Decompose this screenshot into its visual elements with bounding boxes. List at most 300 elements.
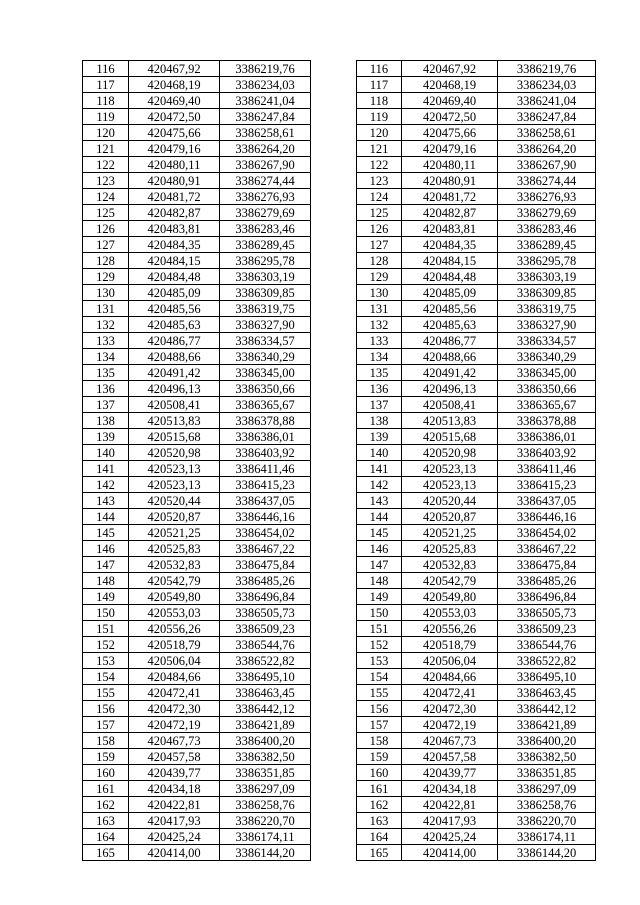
spacer-cell — [311, 829, 357, 845]
table-row — [83, 525, 596, 541]
right-x-coordinate-cell: 420506,04 — [402, 653, 498, 669]
left-point-number-cell: 139 — [83, 429, 129, 445]
table-row — [83, 429, 596, 445]
left-x-coordinate-cell: 420434,18 — [129, 781, 220, 797]
spacer-cell — [311, 797, 357, 813]
right-x-coordinate-cell: 420485,09 — [402, 285, 498, 301]
spacer-cell — [311, 813, 357, 829]
left-y-coordinate-cell: 3386403,92 — [220, 445, 311, 461]
left-y-coordinate-cell: 3386437,05 — [220, 493, 311, 509]
left-x-coordinate-cell: 420468,19 — [129, 77, 220, 93]
left-x-coordinate-cell: 420481,72 — [129, 189, 220, 205]
left-point-number-cell: 148 — [83, 573, 129, 589]
table-row — [83, 285, 596, 301]
right-y-coordinate-cell: 3386247,84 — [498, 109, 596, 125]
left-x-coordinate-cell: 420472,30 — [129, 701, 220, 717]
right-x-coordinate-cell: 420549,80 — [402, 589, 498, 605]
right-point-number-cell: 155 — [357, 685, 402, 701]
spacer-cell — [311, 573, 357, 589]
left-x-coordinate-cell: 420542,79 — [129, 573, 220, 589]
right-y-coordinate-cell: 3386495,10 — [498, 669, 596, 685]
spacer-cell — [311, 589, 357, 605]
spacer-cell — [311, 717, 357, 733]
left-point-number-cell: 150 — [83, 605, 129, 621]
spacer-cell — [311, 701, 357, 717]
table-row — [83, 637, 596, 653]
right-point-number-cell: 164 — [357, 829, 402, 845]
left-y-coordinate-cell: 3386219,76 — [220, 61, 311, 77]
left-y-coordinate-cell: 3386234,03 — [220, 77, 311, 93]
right-y-coordinate-cell: 3386234,03 — [498, 77, 596, 93]
right-x-coordinate-cell: 420523,13 — [402, 477, 498, 493]
spacer-cell — [311, 429, 357, 445]
spacer-cell — [311, 317, 357, 333]
right-y-coordinate-cell: 3386463,45 — [498, 685, 596, 701]
right-point-number-cell: 127 — [357, 237, 402, 253]
right-point-number-cell: 140 — [357, 445, 402, 461]
spacer-cell — [311, 349, 357, 365]
left-point-number-cell: 131 — [83, 301, 129, 317]
left-x-coordinate-cell: 420425,24 — [129, 829, 220, 845]
right-x-coordinate-cell: 420556,26 — [402, 621, 498, 637]
right-point-number-cell: 121 — [357, 141, 402, 157]
spacer-cell — [311, 381, 357, 397]
right-x-coordinate-cell: 420482,87 — [402, 205, 498, 221]
left-y-coordinate-cell: 3386289,45 — [220, 237, 311, 253]
left-point-number-cell: 163 — [83, 813, 129, 829]
left-y-coordinate-cell: 3386303,19 — [220, 269, 311, 285]
table-row — [83, 205, 596, 221]
left-y-coordinate-cell: 3386309,85 — [220, 285, 311, 301]
right-x-coordinate-cell: 420439,77 — [402, 765, 498, 781]
right-y-coordinate-cell: 3386496,84 — [498, 589, 596, 605]
left-point-number-cell: 136 — [83, 381, 129, 397]
left-x-coordinate-cell: 420467,92 — [129, 61, 220, 77]
left-x-coordinate-cell: 420488,66 — [129, 349, 220, 365]
left-x-coordinate-cell: 420482,87 — [129, 205, 220, 221]
right-y-coordinate-cell: 3386350,66 — [498, 381, 596, 397]
spacer-cell — [311, 109, 357, 125]
table-row — [83, 717, 596, 733]
right-y-coordinate-cell: 3386351,85 — [498, 765, 596, 781]
left-point-number-cell: 124 — [83, 189, 129, 205]
right-y-coordinate-cell: 3386437,05 — [498, 493, 596, 509]
left-x-coordinate-cell: 420457,58 — [129, 749, 220, 765]
left-y-coordinate-cell: 3386421,89 — [220, 717, 311, 733]
right-point-number-cell: 134 — [357, 349, 402, 365]
right-point-number-cell: 118 — [357, 93, 402, 109]
left-point-number-cell: 149 — [83, 589, 129, 605]
left-point-number-cell: 165 — [83, 845, 129, 861]
left-x-coordinate-cell: 420491,42 — [129, 365, 220, 381]
right-point-number-cell: 161 — [357, 781, 402, 797]
right-x-coordinate-cell: 420532,83 — [402, 557, 498, 573]
left-y-coordinate-cell: 3386485,26 — [220, 573, 311, 589]
right-x-coordinate-cell: 420513,83 — [402, 413, 498, 429]
left-point-number-cell: 128 — [83, 253, 129, 269]
left-x-coordinate-cell: 420506,04 — [129, 653, 220, 669]
right-point-number-cell: 142 — [357, 477, 402, 493]
right-x-coordinate-cell: 420520,44 — [402, 493, 498, 509]
left-y-coordinate-cell: 3386267,90 — [220, 157, 311, 173]
left-y-coordinate-cell: 3386505,73 — [220, 605, 311, 621]
table-row — [83, 77, 596, 93]
left-point-number-cell: 151 — [83, 621, 129, 637]
table-row — [83, 269, 596, 285]
right-y-coordinate-cell: 3386400,20 — [498, 733, 596, 749]
table-row — [83, 365, 596, 381]
left-y-coordinate-cell: 3386334,57 — [220, 333, 311, 349]
right-point-number-cell: 122 — [357, 157, 402, 173]
right-y-coordinate-cell: 3386345,00 — [498, 365, 596, 381]
spacer-cell — [311, 397, 357, 413]
left-point-number-cell: 138 — [83, 413, 129, 429]
left-point-number-cell: 154 — [83, 669, 129, 685]
table-row — [83, 237, 596, 253]
spacer-cell — [311, 141, 357, 157]
right-y-coordinate-cell: 3386279,69 — [498, 205, 596, 221]
table-row — [83, 397, 596, 413]
left-x-coordinate-cell: 420484,66 — [129, 669, 220, 685]
right-y-coordinate-cell: 3386365,67 — [498, 397, 596, 413]
table-row — [83, 445, 596, 461]
left-y-coordinate-cell: 3386400,20 — [220, 733, 311, 749]
right-point-number-cell: 149 — [357, 589, 402, 605]
right-point-number-cell: 137 — [357, 397, 402, 413]
left-y-coordinate-cell: 3386258,76 — [220, 797, 311, 813]
right-y-coordinate-cell: 3386241,04 — [498, 93, 596, 109]
right-y-coordinate-cell: 3386303,19 — [498, 269, 596, 285]
spacer-cell — [311, 205, 357, 221]
table-row — [83, 413, 596, 429]
spacer-cell — [311, 365, 357, 381]
spacer-cell — [311, 685, 357, 701]
table-row — [83, 829, 596, 845]
spacer-cell — [311, 61, 357, 77]
left-x-coordinate-cell: 420525,83 — [129, 541, 220, 557]
left-point-number-cell: 157 — [83, 717, 129, 733]
spacer-cell — [311, 285, 357, 301]
table-row — [83, 749, 596, 765]
right-y-coordinate-cell: 3386505,73 — [498, 605, 596, 621]
right-point-number-cell: 157 — [357, 717, 402, 733]
right-y-coordinate-cell: 3386522,82 — [498, 653, 596, 669]
left-x-coordinate-cell: 420486,77 — [129, 333, 220, 349]
right-point-number-cell: 154 — [357, 669, 402, 685]
table-row — [83, 109, 596, 125]
table-row — [83, 221, 596, 237]
spacer-cell — [311, 173, 357, 189]
left-x-coordinate-cell: 420520,87 — [129, 509, 220, 525]
right-point-number-cell: 160 — [357, 765, 402, 781]
left-y-coordinate-cell: 3386258,61 — [220, 125, 311, 141]
spacer-cell — [311, 845, 357, 861]
right-point-number-cell: 124 — [357, 189, 402, 205]
spacer-cell — [311, 781, 357, 797]
left-x-coordinate-cell: 420532,83 — [129, 557, 220, 573]
table-row — [83, 493, 596, 509]
left-x-coordinate-cell: 420480,11 — [129, 157, 220, 173]
left-point-number-cell: 121 — [83, 141, 129, 157]
table-row — [83, 781, 596, 797]
right-point-number-cell: 148 — [357, 573, 402, 589]
spacer-cell — [311, 253, 357, 269]
left-y-coordinate-cell: 3386345,00 — [220, 365, 311, 381]
left-point-number-cell: 162 — [83, 797, 129, 813]
right-y-coordinate-cell: 3386264,20 — [498, 141, 596, 157]
table-row — [83, 685, 596, 701]
table-row — [83, 93, 596, 109]
right-y-coordinate-cell: 3386467,22 — [498, 541, 596, 557]
right-x-coordinate-cell: 420480,91 — [402, 173, 498, 189]
right-point-number-cell: 123 — [357, 173, 402, 189]
right-x-coordinate-cell: 420414,00 — [402, 845, 498, 861]
right-x-coordinate-cell: 420518,79 — [402, 637, 498, 653]
left-y-coordinate-cell: 3386144,20 — [220, 845, 311, 861]
left-y-coordinate-cell: 3386415,23 — [220, 477, 311, 493]
left-x-coordinate-cell: 420556,26 — [129, 621, 220, 637]
spacer-cell — [311, 605, 357, 621]
right-point-number-cell: 129 — [357, 269, 402, 285]
table-row — [83, 813, 596, 829]
right-x-coordinate-cell: 420525,83 — [402, 541, 498, 557]
left-point-number-cell: 152 — [83, 637, 129, 653]
right-y-coordinate-cell: 3386386,01 — [498, 429, 596, 445]
table-row — [83, 605, 596, 621]
left-y-coordinate-cell: 3386463,45 — [220, 685, 311, 701]
right-point-number-cell: 117 — [357, 77, 402, 93]
left-x-coordinate-cell: 420553,03 — [129, 605, 220, 621]
table-row — [83, 125, 596, 141]
table-row — [83, 301, 596, 317]
spacer-cell — [311, 333, 357, 349]
left-point-number-cell: 146 — [83, 541, 129, 557]
right-x-coordinate-cell: 420486,77 — [402, 333, 498, 349]
table-row — [83, 381, 596, 397]
right-y-coordinate-cell: 3386446,16 — [498, 509, 596, 525]
left-point-number-cell: 133 — [83, 333, 129, 349]
right-y-coordinate-cell: 3386144,20 — [498, 845, 596, 861]
right-point-number-cell: 158 — [357, 733, 402, 749]
left-point-number-cell: 140 — [83, 445, 129, 461]
right-point-number-cell: 150 — [357, 605, 402, 621]
left-point-number-cell: 137 — [83, 397, 129, 413]
left-point-number-cell: 135 — [83, 365, 129, 381]
right-y-coordinate-cell: 3386415,23 — [498, 477, 596, 493]
right-point-number-cell: 165 — [357, 845, 402, 861]
left-x-coordinate-cell: 420508,41 — [129, 397, 220, 413]
right-point-number-cell: 130 — [357, 285, 402, 301]
right-point-number-cell: 162 — [357, 797, 402, 813]
table-row — [83, 61, 596, 77]
right-x-coordinate-cell: 420520,87 — [402, 509, 498, 525]
right-y-coordinate-cell: 3386334,57 — [498, 333, 596, 349]
left-x-coordinate-cell: 420515,68 — [129, 429, 220, 445]
left-point-number-cell: 143 — [83, 493, 129, 509]
right-y-coordinate-cell: 3386403,92 — [498, 445, 596, 461]
right-x-coordinate-cell: 420479,16 — [402, 141, 498, 157]
table-row — [83, 541, 596, 557]
right-y-coordinate-cell: 3386274,44 — [498, 173, 596, 189]
left-point-number-cell: 132 — [83, 317, 129, 333]
left-y-coordinate-cell: 3386475,84 — [220, 557, 311, 573]
right-x-coordinate-cell: 420467,73 — [402, 733, 498, 749]
left-point-number-cell: 126 — [83, 221, 129, 237]
right-point-number-cell: 141 — [357, 461, 402, 477]
right-point-number-cell: 133 — [357, 333, 402, 349]
left-x-coordinate-cell: 420485,63 — [129, 317, 220, 333]
left-x-coordinate-cell: 420523,13 — [129, 477, 220, 493]
left-y-coordinate-cell: 3386319,75 — [220, 301, 311, 317]
left-y-coordinate-cell: 3386351,85 — [220, 765, 311, 781]
left-x-coordinate-cell: 420484,35 — [129, 237, 220, 253]
right-x-coordinate-cell: 420422,81 — [402, 797, 498, 813]
spacer-cell — [311, 77, 357, 93]
left-y-coordinate-cell: 3386495,10 — [220, 669, 311, 685]
right-x-coordinate-cell: 420472,30 — [402, 701, 498, 717]
right-x-coordinate-cell: 420485,56 — [402, 301, 498, 317]
left-y-coordinate-cell: 3386247,84 — [220, 109, 311, 125]
right-y-coordinate-cell: 3386485,26 — [498, 573, 596, 589]
right-point-number-cell: 128 — [357, 253, 402, 269]
right-y-coordinate-cell: 3386509,23 — [498, 621, 596, 637]
coordinate-table-body — [83, 61, 596, 861]
right-y-coordinate-cell: 3386283,46 — [498, 221, 596, 237]
table-row — [83, 173, 596, 189]
table-row — [83, 461, 596, 477]
right-x-coordinate-cell: 420481,72 — [402, 189, 498, 205]
spacer-cell — [311, 157, 357, 173]
right-point-number-cell: 145 — [357, 525, 402, 541]
table-row — [83, 701, 596, 717]
left-point-number-cell: 123 — [83, 173, 129, 189]
right-y-coordinate-cell: 3386276,93 — [498, 189, 596, 205]
spacer-cell — [311, 221, 357, 237]
left-x-coordinate-cell: 420520,98 — [129, 445, 220, 461]
left-y-coordinate-cell: 3386241,04 — [220, 93, 311, 109]
left-point-number-cell: 122 — [83, 157, 129, 173]
right-point-number-cell: 138 — [357, 413, 402, 429]
right-x-coordinate-cell: 420425,24 — [402, 829, 498, 845]
left-point-number-cell: 117 — [83, 77, 129, 93]
left-y-coordinate-cell: 3386522,82 — [220, 653, 311, 669]
right-y-coordinate-cell: 3386544,76 — [498, 637, 596, 653]
left-y-coordinate-cell: 3386276,93 — [220, 189, 311, 205]
spacer-cell — [311, 653, 357, 669]
right-y-coordinate-cell: 3386319,75 — [498, 301, 596, 317]
left-x-coordinate-cell: 420523,13 — [129, 461, 220, 477]
right-y-coordinate-cell: 3386378,88 — [498, 413, 596, 429]
table-row — [83, 797, 596, 813]
right-x-coordinate-cell: 420515,68 — [402, 429, 498, 445]
spacer-cell — [311, 301, 357, 317]
spacer-cell — [311, 189, 357, 205]
table-row — [83, 509, 596, 525]
table-row — [83, 317, 596, 333]
right-y-coordinate-cell: 3386442,12 — [498, 701, 596, 717]
table-row — [83, 733, 596, 749]
right-point-number-cell: 139 — [357, 429, 402, 445]
left-point-number-cell: 159 — [83, 749, 129, 765]
left-x-coordinate-cell: 420484,15 — [129, 253, 220, 269]
right-y-coordinate-cell: 3386475,84 — [498, 557, 596, 573]
left-y-coordinate-cell: 3386274,44 — [220, 173, 311, 189]
left-y-coordinate-cell: 3386386,01 — [220, 429, 311, 445]
right-y-coordinate-cell: 3386258,76 — [498, 797, 596, 813]
table-row — [83, 589, 596, 605]
left-x-coordinate-cell: 420472,19 — [129, 717, 220, 733]
left-point-number-cell: 119 — [83, 109, 129, 125]
right-point-number-cell: 131 — [357, 301, 402, 317]
left-x-coordinate-cell: 420485,09 — [129, 285, 220, 301]
right-y-coordinate-cell: 3386289,45 — [498, 237, 596, 253]
left-point-number-cell: 116 — [83, 61, 129, 77]
left-point-number-cell: 134 — [83, 349, 129, 365]
left-y-coordinate-cell: 3386496,84 — [220, 589, 311, 605]
left-point-number-cell: 130 — [83, 285, 129, 301]
left-y-coordinate-cell: 3386220,70 — [220, 813, 311, 829]
left-x-coordinate-cell: 420513,83 — [129, 413, 220, 429]
left-y-coordinate-cell: 3386509,23 — [220, 621, 311, 637]
table-row — [83, 477, 596, 493]
left-x-coordinate-cell: 420485,56 — [129, 301, 220, 317]
left-point-number-cell: 147 — [83, 557, 129, 573]
left-point-number-cell: 127 — [83, 237, 129, 253]
left-y-coordinate-cell: 3386378,88 — [220, 413, 311, 429]
right-x-coordinate-cell: 420472,19 — [402, 717, 498, 733]
right-point-number-cell: 156 — [357, 701, 402, 717]
left-x-coordinate-cell: 420472,41 — [129, 685, 220, 701]
table-row — [83, 253, 596, 269]
right-point-number-cell: 132 — [357, 317, 402, 333]
table-row — [83, 669, 596, 685]
right-x-coordinate-cell: 420520,98 — [402, 445, 498, 461]
right-point-number-cell: 125 — [357, 205, 402, 221]
spacer-cell — [311, 461, 357, 477]
right-point-number-cell: 136 — [357, 381, 402, 397]
right-x-coordinate-cell: 420468,19 — [402, 77, 498, 93]
left-y-coordinate-cell: 3386327,90 — [220, 317, 311, 333]
table-row — [83, 653, 596, 669]
table-row — [83, 845, 596, 861]
left-y-coordinate-cell: 3386350,66 — [220, 381, 311, 397]
spacer-cell — [311, 445, 357, 461]
left-point-number-cell: 156 — [83, 701, 129, 717]
right-x-coordinate-cell: 420521,25 — [402, 525, 498, 541]
left-x-coordinate-cell: 420467,73 — [129, 733, 220, 749]
right-x-coordinate-cell: 420483,81 — [402, 221, 498, 237]
left-point-number-cell: 155 — [83, 685, 129, 701]
right-x-coordinate-cell: 420496,13 — [402, 381, 498, 397]
spacer-cell — [311, 525, 357, 541]
table-row — [83, 189, 596, 205]
right-y-coordinate-cell: 3386219,76 — [498, 61, 596, 77]
table-row — [83, 765, 596, 781]
left-y-coordinate-cell: 3386446,16 — [220, 509, 311, 525]
spacer-cell — [311, 749, 357, 765]
left-x-coordinate-cell: 420414,00 — [129, 845, 220, 861]
right-point-number-cell: 151 — [357, 621, 402, 637]
right-point-number-cell: 120 — [357, 125, 402, 141]
left-x-coordinate-cell: 420520,44 — [129, 493, 220, 509]
left-point-number-cell: 160 — [83, 765, 129, 781]
spacer-cell — [311, 237, 357, 253]
left-x-coordinate-cell: 420422,81 — [129, 797, 220, 813]
left-y-coordinate-cell: 3386279,69 — [220, 205, 311, 221]
right-point-number-cell: 126 — [357, 221, 402, 237]
spacer-cell — [311, 637, 357, 653]
spacer-cell — [311, 669, 357, 685]
